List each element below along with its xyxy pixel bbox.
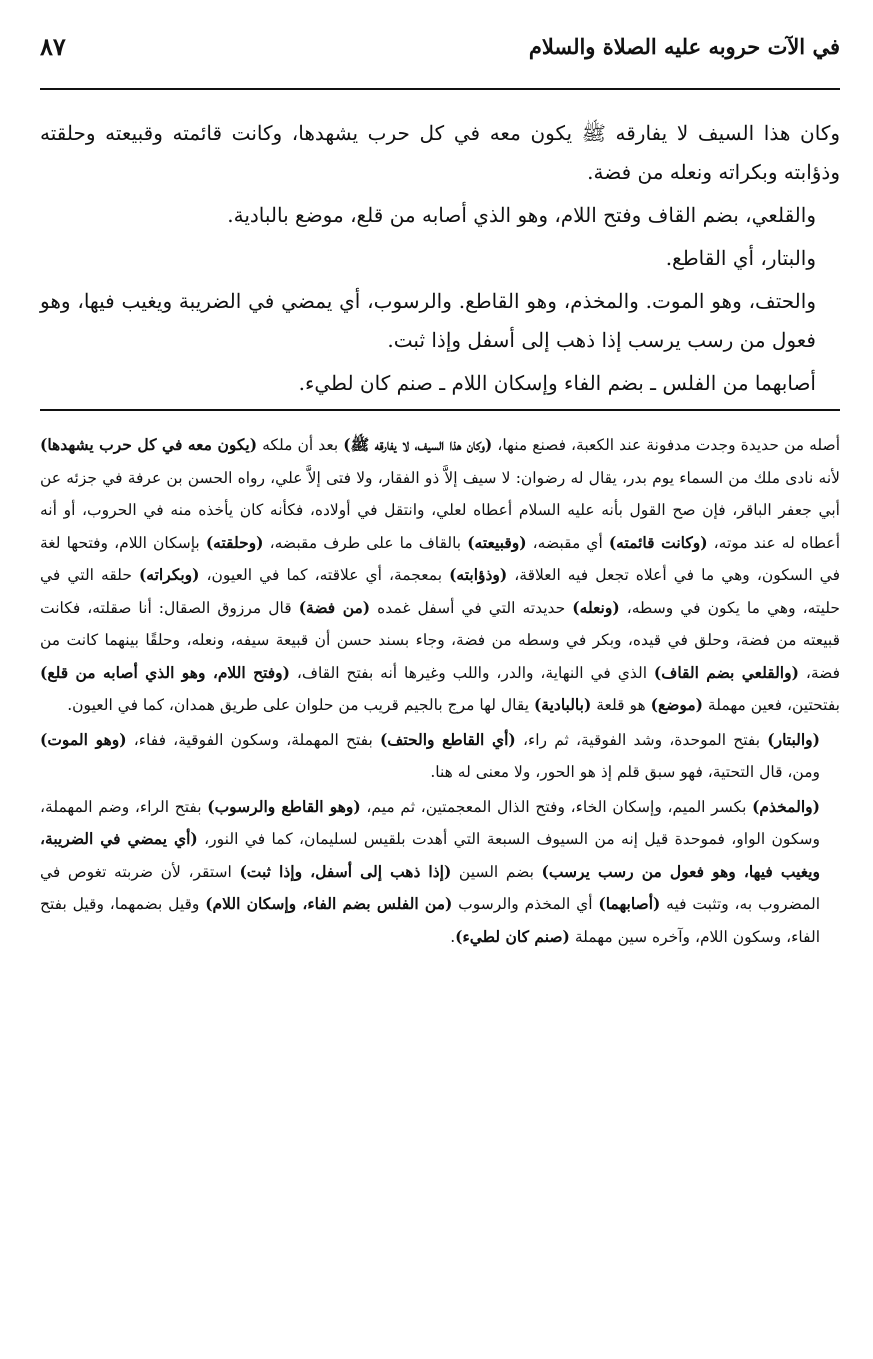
- commentary-text: حلقه التي في حليته، وهي ما يكون في وسطه،: [40, 566, 840, 617]
- commentary-text: لأنه نادى ملك من السماء يوم بدر، يقال له رضوان: لا سيف إلاَّ ذو الفقار، ولا فتى إلاَّ علي، رواه الحسن بن عرفة في جزئه عن أبي جعفر الباقر، فإن صح القول بأنه عليه السلام أعطاه لعلي، وانتقل في أولاده، فكأنه كان يأخذه منه في الحروب، أو أنه أعطاه له عند موته،: [40, 468, 840, 552]
- quoted-main-text: (ونعله): [572, 597, 620, 617]
- quoted-main-text: (وذؤابته): [449, 565, 508, 584]
- page-header: [40, 30, 840, 90]
- quoted-main-text: (موضع): [650, 695, 703, 714]
- quoted-main-text: (أي يمضي في الضريبة، ويغيب فيها، وهو فعول من رسب يرسب): [40, 829, 821, 881]
- main-text-paragraph-5: أصابهما من الفلس ـ بضم الفاء وإسكان اللام ـ صنم كان لطيء.: [298, 371, 816, 395]
- commentary-text: حديدته التي في أسفل غمده: [370, 598, 573, 617]
- commentary-text: أي مقبضه،: [526, 533, 609, 552]
- commentary-text: بمعجمة، أي علاقته، كما في العيون،: [199, 566, 450, 584]
- commentary-text: استقر، لأن ضربته تغوص في المضروب به، وتثبت فيه: [40, 862, 821, 913]
- commentary-paragraph-3: [40, 791, 840, 954]
- running-title: في الآت حروبه عليه الصلاة والسلام: [528, 34, 840, 59]
- book-page: [40, 30, 840, 1340]
- commentary-text: بكسر الميم، وإسكان الخاء، وفتح الذال المعجمتين، ثم ميم،: [360, 797, 753, 816]
- commentary-text: هو قلعة: [591, 696, 651, 714]
- commentary-paragraph-1: [40, 429, 840, 722]
- page-number: ٨٧: [40, 32, 66, 61]
- quoted-main-text: (من الفلس بضم الفاء، وإسكان اللام): [205, 894, 453, 913]
- quoted-main-text: (والبتار): [767, 729, 820, 749]
- quoted-main-text: (أي القاطع والحتف): [379, 729, 516, 749]
- commentary-text: ومن، قال التحتية، فهو سبق قلم إذ هو الحور، ولا معنى له هنا.: [430, 763, 820, 781]
- quoted-main-text: (وهو القاطع والرسوب): [207, 796, 361, 816]
- quoted-main-text: (وهو الموت): [40, 729, 127, 749]
- quoted-main-text: (وكانت قائمته): [608, 532, 708, 552]
- quoted-main-text: (وحلقته): [205, 532, 264, 552]
- commentary-text: بفتح الراء، وضم المهملة، وسكون الواو، فموحدة قيل إنه من السيوف السبعة التي أهدت بلقيس لسليمان، كما في النور،: [40, 797, 820, 848]
- quoted-main-text: (يكون معه في كل حرب يشهدها): [40, 435, 258, 454]
- commentary: [40, 429, 840, 953]
- commentary-text: بفتحتين، فعين مهملة: [703, 696, 840, 714]
- commentary-text: وقيل بضمهما، وقيل بفتح الفاء، وسكون اللام، وآخره سين مهملة: [40, 895, 820, 946]
- quoted-main-text: (وفتح اللام، وهو الذي أصابه من قلع): [40, 662, 290, 682]
- quoted-main-text: (والمخذم): [752, 796, 820, 816]
- commentary-divider: [40, 409, 840, 411]
- commentary-text: بضم السين: [451, 862, 542, 881]
- commentary-text: بفتح الموحدة، وشد الفوقية، ثم راء،: [515, 730, 768, 749]
- commentary-text: أي المخذم والرسوب: [452, 895, 599, 913]
- quoted-main-text: (أصابهما): [598, 894, 661, 913]
- commentary-text: يقال لها مرج بالجيم قريب من حلوان على طريق همدان، كما في العيون.: [67, 696, 534, 714]
- quoted-main-text: (إذا ذهب إلى أسفل، وإذا ثبت): [239, 861, 452, 881]
- quoted-main-text: (وكان هذا السيف، لا يفارقه ﷺ): [343, 435, 493, 454]
- main-text-paragraph-4: والحتف، وهو الموت. والمخذم، وهو القاطع. والرسوب، أي يمضي في الضريبة ويغيب فيها، وهو فعول من رسب يرسب إذا ذهب إلى أسفل وإذا ثبت.: [40, 289, 816, 352]
- header-divider: [40, 88, 840, 90]
- quoted-main-text: (وقبيعته): [467, 532, 527, 552]
- commentary-text: بالقاف ما على طرف مقبضه،: [263, 533, 468, 552]
- commentary-text: قال مرزوق الصقال: أنا صقلته، فكانت قبيعته من فضة، وحلق في قيده، وبكر في وسطه من فضة، وجاء بسند حسن أن قبيعة سيفه، ونعله، وحلقًا بينهما كانت من فضة،: [40, 598, 840, 682]
- quoted-main-text: (وبكراته): [138, 565, 200, 584]
- commentary-text: بفتح المهملة، وسكون الفوقية، ففاء،: [126, 730, 380, 749]
- main-text-paragraph-3: والبتار، أي القاطع.: [665, 246, 816, 270]
- commentary-text: .: [450, 927, 456, 946]
- main-text: [40, 114, 840, 403]
- main-text-paragraph-2: والقلعي، بضم القاف وفتح اللام، وهو الذي أصابه من قلع، موضع بالبادية.: [227, 203, 816, 227]
- quoted-main-text: (والقلعي بضم القاف): [653, 662, 799, 682]
- quoted-main-text: (بالبادية): [533, 695, 592, 714]
- quoted-main-text: (صنم كان لطيء): [455, 926, 570, 946]
- commentary-text: بعد أن ملكه: [257, 436, 344, 454]
- commentary-text: بإسكان اللام، وفتحها لغة في السكون، وهي ما في أعلاه تجعل فيه العلاقة،: [40, 533, 840, 584]
- commentary-text: أصله من حديدة وجدت مدفونة عند الكعبة، فصنع منها،: [492, 436, 840, 454]
- main-text-paragraph-1: وكان هذا السيف لا يفارقه ﷺ يكون معه في كل حرب يشهدها، وكانت قائمته وقبيعته وحلقته وذؤابته وبكراته ونعله من فضة.: [40, 121, 840, 184]
- commentary-paragraph-2: [40, 724, 840, 789]
- commentary-text: الذي في النهاية، والدر، واللب وغيرها أنه بفتح القاف،: [289, 663, 654, 682]
- quoted-main-text: (من فضة): [298, 597, 371, 617]
